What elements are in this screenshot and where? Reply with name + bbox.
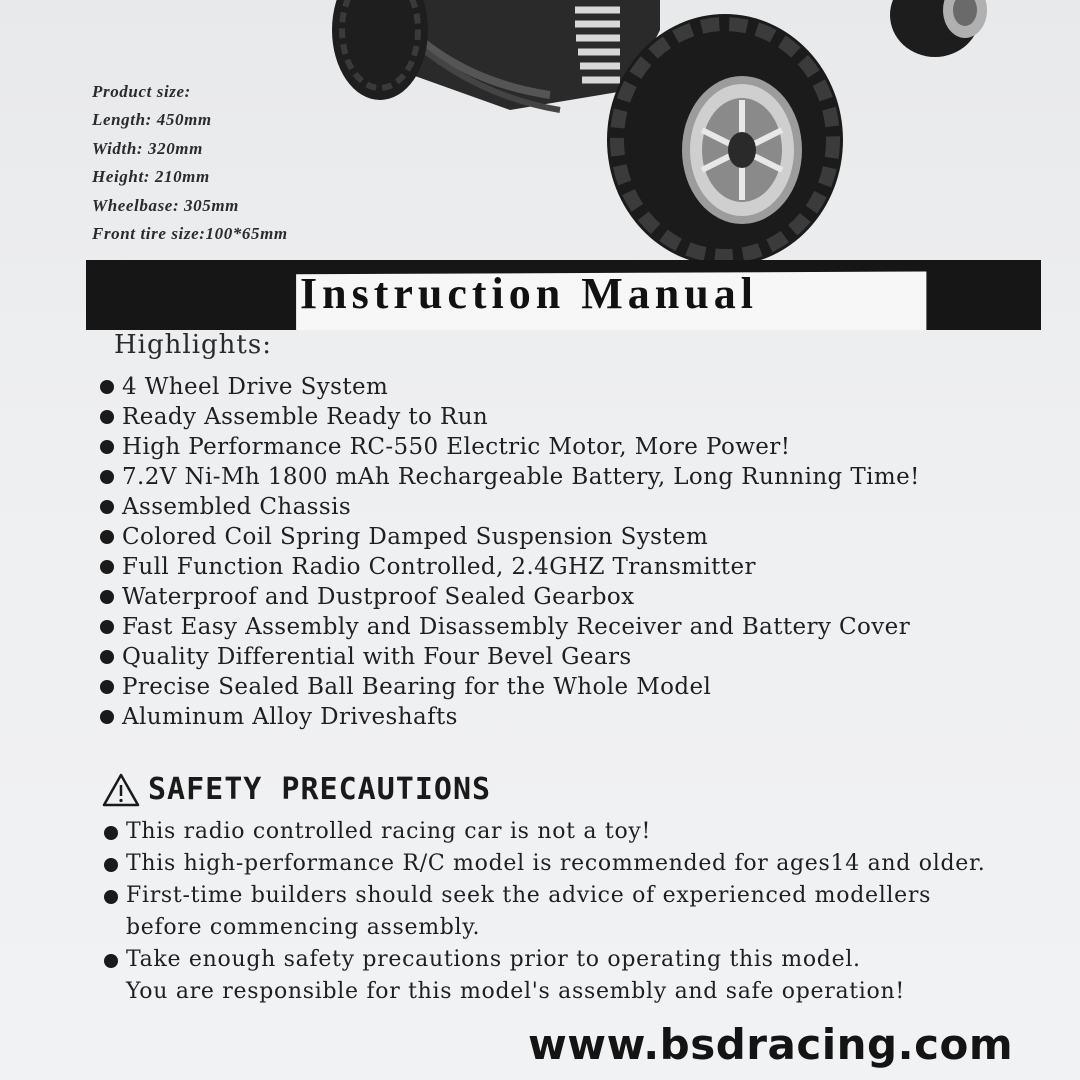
spec-wheelbase: Wheelbase: 305mm bbox=[92, 195, 240, 215]
product-size-heading: Product size: bbox=[92, 82, 191, 101]
list-item: 7.2V Ni-Mh 1800 mAh Rechargeable Battery, Long Running Time! bbox=[100, 462, 920, 492]
spec-width: Width: 320mm bbox=[92, 138, 203, 158]
list-item: Quality Differential with Four Bevel Gears bbox=[100, 642, 920, 672]
warning-icon bbox=[102, 773, 140, 807]
spec-front-tire: Front tire size:100*65mm bbox=[92, 224, 288, 244]
bullet-icon bbox=[100, 620, 114, 634]
bullet-icon bbox=[100, 560, 114, 574]
highlights-list bbox=[100, 372, 920, 732]
bullet-icon bbox=[100, 410, 114, 424]
bullet-icon bbox=[100, 710, 114, 724]
bullet-icon bbox=[104, 858, 118, 872]
page-title: Instruction Manual bbox=[300, 269, 758, 318]
bullet-icon bbox=[100, 380, 114, 394]
bullet-icon bbox=[104, 890, 118, 904]
highlights-heading: Highlights: bbox=[114, 330, 272, 360]
list-item: This high-performance R/C model is recommended for ages14 and older. bbox=[104, 848, 985, 880]
list-item: Ready Assemble Ready to Run bbox=[100, 402, 920, 432]
bullet-icon bbox=[100, 590, 114, 604]
bullet-icon bbox=[100, 440, 114, 454]
website-url: www.bsdracing.com bbox=[528, 1020, 1014, 1069]
list-item: Colored Coil Spring Damped Suspension System bbox=[100, 522, 920, 552]
spec-length: Length: 450mm bbox=[92, 110, 212, 130]
list-item: Waterproof and Dustproof Sealed Gearbox bbox=[100, 582, 920, 612]
list-item: Take enough safety precautions prior to operating this model. You are responsible for this model's assembly and safe operation! bbox=[104, 944, 985, 1008]
list-item: Fast Easy Assembly and Disassembly Receiver and Battery Cover bbox=[100, 612, 920, 642]
bullet-icon bbox=[100, 500, 114, 514]
list-item: This radio controlled racing car is not a toy! bbox=[104, 816, 985, 848]
rc-truck-image bbox=[330, 0, 1010, 270]
bullet-icon bbox=[100, 680, 114, 694]
list-item: Precise Sealed Ball Bearing for the Whole Model bbox=[100, 672, 920, 702]
list-item: First-time builders should seek the advice of experienced modellers before commencing assembly. bbox=[104, 880, 985, 944]
safety-list bbox=[104, 816, 985, 1008]
bullet-icon bbox=[100, 530, 114, 544]
bullet-icon bbox=[104, 826, 118, 840]
bullet-icon bbox=[100, 470, 114, 484]
list-item: Full Function Radio Controlled, 2.4GHZ Transmitter bbox=[100, 552, 920, 582]
list-item: High Performance RC-550 Electric Motor, More Power! bbox=[100, 432, 920, 462]
bullet-icon bbox=[104, 954, 118, 968]
bullet-icon bbox=[100, 650, 114, 664]
list-item: Aluminum Alloy Driveshafts bbox=[100, 702, 920, 732]
safety-heading: SAFETY PRECAUTIONS bbox=[148, 772, 492, 807]
product-size-block bbox=[92, 78, 288, 248]
list-item: Assembled Chassis bbox=[100, 492, 920, 522]
safety-header bbox=[102, 772, 491, 807]
list-item: 4 Wheel Drive System bbox=[100, 372, 920, 402]
spec-height: Height: 210mm bbox=[92, 167, 210, 187]
